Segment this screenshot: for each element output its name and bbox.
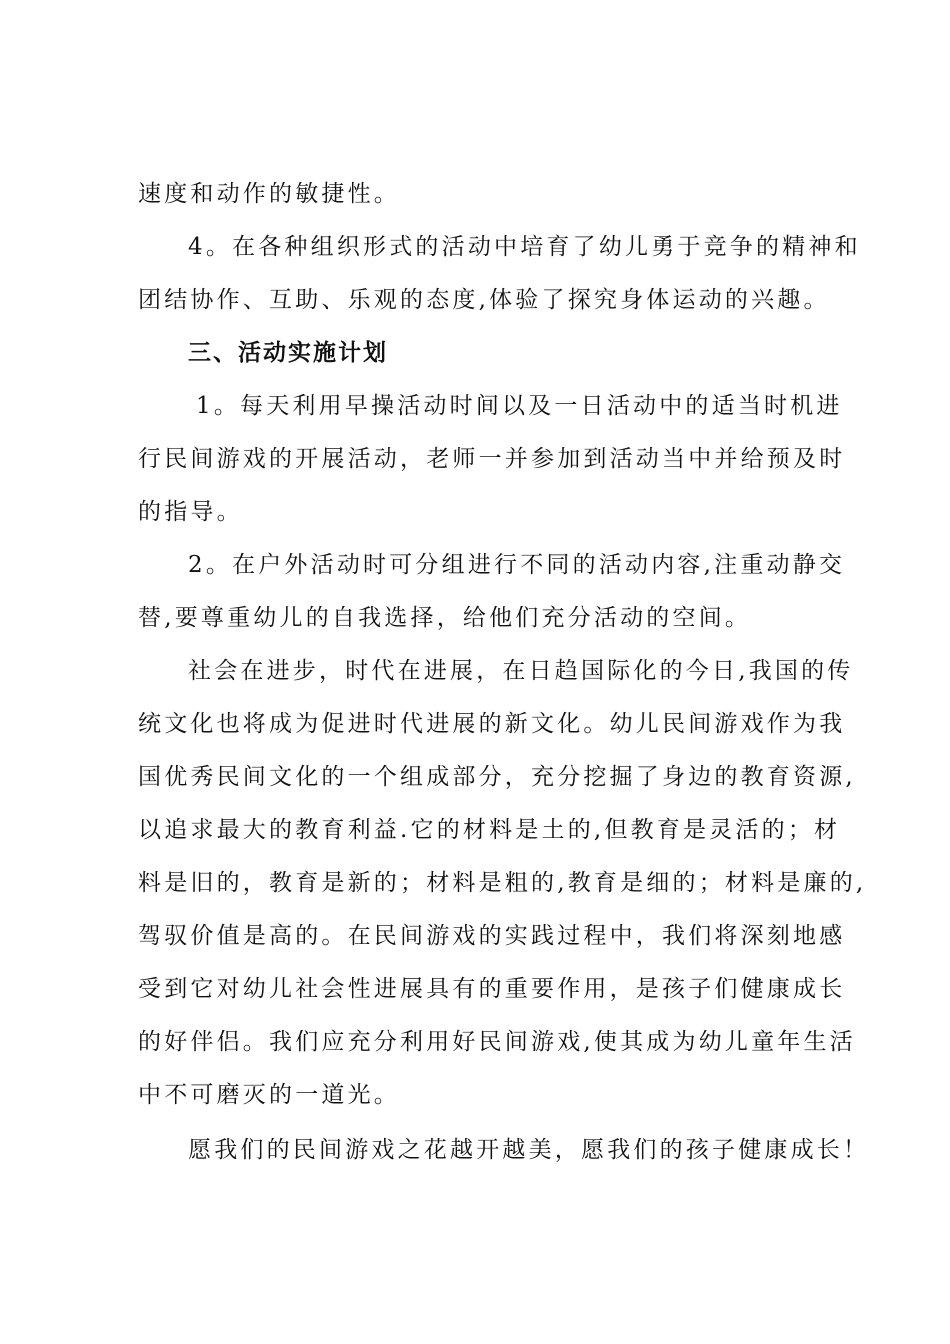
text-line: 料是旧的，教育是新的；材料是粗的,教育是细的；材料是廉的,: [138, 870, 867, 896]
text-line: 1。每天利用早操活动时间以及一日活动中的适当时机进: [196, 393, 843, 419]
text-line: 行民间游戏的开展活动，老师一并参加到活动当中并给预及时: [138, 446, 846, 472]
text-line: 社会在进步，时代在进展，在日趋国际化的今日,我国的传: [188, 658, 854, 684]
text-line: 国优秀民间文化的一个组成部分，充分挖掘了身边的教育资源,: [138, 764, 856, 790]
section-heading: 三、活动实施计划: [188, 340, 388, 366]
text-line: 2。在户外活动时可分组进行不同的活动内容,注重动静交: [188, 552, 846, 578]
text-line: 速度和动作的敏捷性。: [138, 181, 400, 207]
text-line: 中不可磨灭的一道光。: [138, 1082, 400, 1108]
text-line: 受到它对幼儿社会性进展具有的重要作用，是孩子们健康成长: [138, 976, 846, 1002]
text-line: 统文化也将成为促进时代进展的新文化。幼儿民间游戏作为我: [138, 711, 846, 737]
text-line: 驾驭价值是高的。在民间游戏的实践过程中，我们将深刻地感: [138, 923, 846, 949]
text-line: 替,要尊重幼儿的自我选择，给他们充分活动的空间。: [138, 605, 752, 631]
text-line: 团结协作、互助、乐观的态度,体验了探究身体运动的兴趣。: [138, 287, 830, 313]
text-line: 的好伴侣。我们应充分利用好民间游戏,使其成为幼儿童年生活: [138, 1029, 856, 1055]
text-line: 愿我们的民间游戏之花越开越美，愿我们的孩子健康成长！: [188, 1137, 870, 1163]
text-line: 的指导。: [138, 499, 243, 525]
document-body: [138, 168, 870, 1177]
text-line: 4。在各种组织形式的活动中培育了幼儿勇于竞争的精神和: [188, 234, 861, 260]
text-line: 以追求最大的教育利益.它的材料是土的,但教育是灵活的；材: [138, 817, 841, 843]
